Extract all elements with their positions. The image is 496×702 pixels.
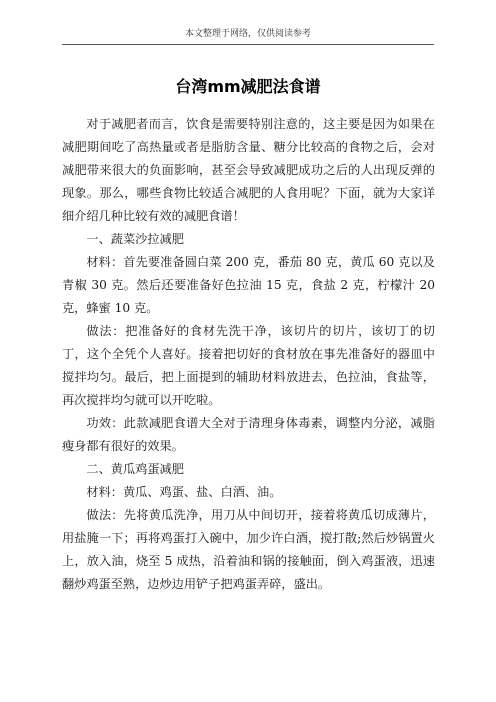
document-title: 台湾mm减肥法食谱 [175,77,321,96]
document-body [62,113,435,596]
cucumber-method-paragraph: 做法：先将黄瓜洗净，用刀从中间切开，接着将黄瓜切成薄片，用盐腌一下；再将鸡蛋打入碗中，加少许白酒，搅打散;然后炒锅置火上，放入油，烧至 5 成热，沿着油和锅的接触面，倒入鸡蛋液，迅速翻炒鸡蛋至熟，边炒边用铲子把鸡蛋弄碎，盛出。 [62,508,435,591]
salad-ingredients-paragraph: 材料：首先要准备圆白菜 200 克，番茄 80 克，黄瓜 60 克以及青椒 30 克。然后还要准备好色拉油 15 克，食盐 2 克，柠檬汁 20 克，蜂蜜 10 克。 [62,255,435,315]
salad-effect-paragraph: 功效：此款减肥食谱大全对于清理身体毒素，调整内分泌，减脂瘦身都有很好的效果。 [62,416,435,453]
intro-paragraph: 对于减肥者而言，饮食是需要特别注意的，这主要是因为如果在减肥期间吃了高热量或者是脂肪含量、糖分比较高的食物之后，会对减肥带来很大的负面影响，甚至会导致减肥成功之后的人出现反弹的现象。那么，哪些食物比较适合减肥的人食用呢？下面，就为大家详细介绍几种比较有效的减肥食谱！ [62,117,435,223]
cucumber-ingredients-paragraph: 材料：黄瓜、鸡蛋、盐、白酒、油。 [86,485,282,499]
section-heading-cucumber-egg: 二、黄瓜鸡蛋减肥 [86,462,184,476]
page-header-note: 本文整理于网络，仅供阅读参考 [62,26,434,45]
section-heading-vegetable-salad: 一、蔬菜沙拉减肥 [86,232,184,246]
salad-method-paragraph: 做法：把准备好的食材先洗干净，该切片的切片，该切丁的切丁，这个全凭个人喜好。接着把切好的食材放在事先准备好的器皿中搅拌均匀。最后，把上面提到的辅助材料放进去，色拉油，食盐等，再次搅拌均匀就可以开吃啦。 [62,324,435,407]
